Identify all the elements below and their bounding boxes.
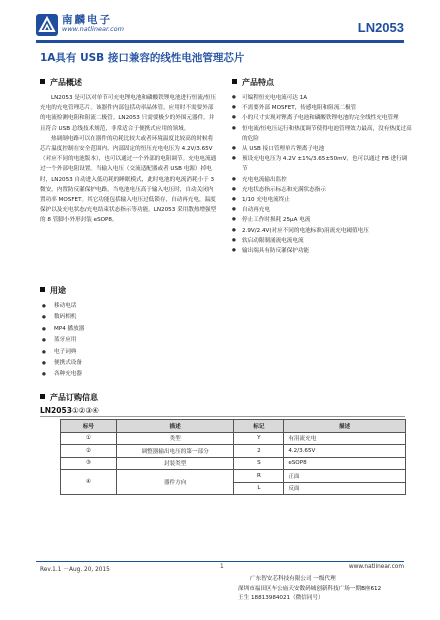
application-item: ● 蓝牙应用 <box>40 335 84 346</box>
feature-item: ● 恒电流/恒电压运行和热度调节使得电池管理效力最高，没有热度过高的危险 <box>232 124 412 144</box>
cell-mark: R <box>234 470 284 483</box>
features-list <box>232 93 412 256</box>
feature-item: ● 停止工作时损耗 25μA 电流 <box>232 215 412 225</box>
page-number: 1 <box>220 564 224 570</box>
table-row <box>61 445 406 458</box>
column-header: 描述 <box>284 420 406 433</box>
application-item: ● 各种充电器 <box>40 369 84 380</box>
cell-detail: 有涓流充电 <box>284 432 406 445</box>
cell-desc: 调整器输出电压的第一部分 <box>116 445 234 458</box>
footer-website: www.natlinear.com <box>348 564 404 570</box>
cell-desc: 器件方向 <box>116 470 234 495</box>
cell-index: ③ <box>61 457 117 470</box>
cell-index: ① <box>61 432 117 445</box>
overview-paragraph: LN2053 是可以对单节可充电锂电池和磷酸铁锂电池进行恒流/恒压充电的充电管理芯片。该器件内部包括功率晶体管，应用时不需要外部的电流检测电阻和阻流二极管。LN2053 只需要极少的外围元器件，并且符合 USB 总线技术规范，非常适合于便携式应用的领域。 <box>40 95 217 132</box>
overview-text <box>40 93 218 226</box>
application-item: ● 电子词典 <box>40 347 84 358</box>
applications-list <box>40 301 84 381</box>
cell-desc: 封装类型 <box>116 457 234 470</box>
agent-contact-block <box>238 575 381 604</box>
bullet-square-icon <box>40 79 45 84</box>
cell-detail: eSOP8 <box>284 457 406 470</box>
feature-item: ● 软启动限制涌流电流电流 <box>232 236 412 246</box>
feature-item: ● 自动再充电 <box>232 205 412 215</box>
cell-index: ④ <box>61 470 117 495</box>
ordering-part-code: LN2053①②③④ <box>40 406 99 415</box>
application-item: ● 便携式设备 <box>40 358 84 369</box>
feature-item: ● 输出端具有防反灌保护功能 <box>232 246 412 256</box>
applications-heading: 用途 <box>40 285 66 296</box>
application-item: ● 移动电话 <box>40 301 84 312</box>
feature-item: ● 充电电流输出监控 <box>232 175 412 185</box>
header-divider <box>36 40 404 43</box>
bullet-square-icon <box>40 394 45 399</box>
bullet-square-icon <box>40 287 45 292</box>
agent-phone: 王生 18813984021（微信同号） <box>238 595 324 601</box>
cell-mark: L <box>234 482 284 495</box>
document-title: 1A具有 USB 接口兼容的线性电池管理芯片 <box>40 52 245 64</box>
cell-mark: 2 <box>234 445 284 458</box>
cell-desc: 类型 <box>116 432 234 445</box>
feature-item: ● 1/10 充电电流终止 <box>232 195 412 205</box>
overview-heading: 产品概述 <box>40 77 82 88</box>
bullet-square-icon <box>232 79 237 84</box>
page-header <box>0 0 440 44</box>
features-heading: 产品特点 <box>232 77 274 88</box>
cell-detail: 反面 <box>284 482 406 495</box>
agent-address: 深圳市福田区车公庙天安数码城创新科技广场一期B座612 <box>238 585 382 592</box>
table-header-row <box>61 420 406 433</box>
company-logo-icon <box>36 14 58 36</box>
feature-item: ● 充电状态指示标志和充满状态指示 <box>232 185 412 195</box>
cell-detail: 正面 <box>284 470 406 483</box>
feature-item: ● 可编程恒充电电流可达 1A <box>232 93 412 103</box>
table-row <box>61 457 406 470</box>
ordering-divider <box>40 416 405 417</box>
feature-item: ● 小的尺寸实现对锂离子电池和磷酸铁锂电池的完全线性充电管理 <box>232 113 412 123</box>
footer-divider <box>36 561 404 562</box>
table-row <box>61 432 406 445</box>
revision-info: Rev.1.1 －Aug. 20, 2015 <box>40 567 110 573</box>
cell-index: ② <box>61 445 117 458</box>
ordering-heading: 产品订购信息 <box>40 392 98 403</box>
feature-item: ● 2.9V/2.4V(对应不同的电池标准)涓流充电阈值电压 <box>232 226 412 236</box>
cell-detail: 4.2/3.65V <box>284 445 406 458</box>
application-item: ● 数码相机 <box>40 312 84 323</box>
cell-mark: Y <box>234 432 284 445</box>
part-number: LN2053 <box>357 20 404 35</box>
overview-paragraph: 热调制电路可以在器件的功耗比较大或者环境温度比较高的时候将芯片温度控制在安全范围内。内部固定的恒压充电电压为 4.2V/3.65V（对应不同的电池版本），也可以通过一个外部的电阻调节。充电电流通过一个外部电阻设置。当输入电压（交流适配器或者 USB 电源）掉电时，LN2053 自动进入低功耗的睡眠模式，此时电池的电流消耗小于 3 微安。内置防反灌保护电路，当电池电压高于输入电压时，自动关闭内置功率 MOSFET。其它功能包括输入电压过低锁存，自动再充电，温度保护以及充电状态/充电结束状态指示等功能。LN2053 采用散热增强型的 8 管脚小外形封装 eSOP8。 <box>40 135 217 224</box>
agent-name: 广东智安芯科技有限公司 一级代理 <box>250 576 336 582</box>
feature-item: ● 从 USB 接口管理单片锂离子电池 <box>232 144 412 154</box>
column-header: 标号 <box>61 420 117 433</box>
company-name: 南麟电子 <box>62 14 112 26</box>
application-item: ● MP4 播放器 <box>40 324 84 335</box>
feature-item: ● 不需要外部 MOSFET，传感电阻和阻流二极管 <box>232 103 412 113</box>
table-row <box>61 470 406 483</box>
feature-item: ● 预设充电电压为 4.2V ±1%/3.65±50mV，也可以通过 FB 进行调节 <box>232 154 412 174</box>
column-header: 标记 <box>234 420 284 433</box>
column-header: 描述 <box>116 420 234 433</box>
ordering-table <box>60 419 406 495</box>
company-website: www.natlinear.com <box>62 25 124 33</box>
cell-mark: S <box>234 457 284 470</box>
